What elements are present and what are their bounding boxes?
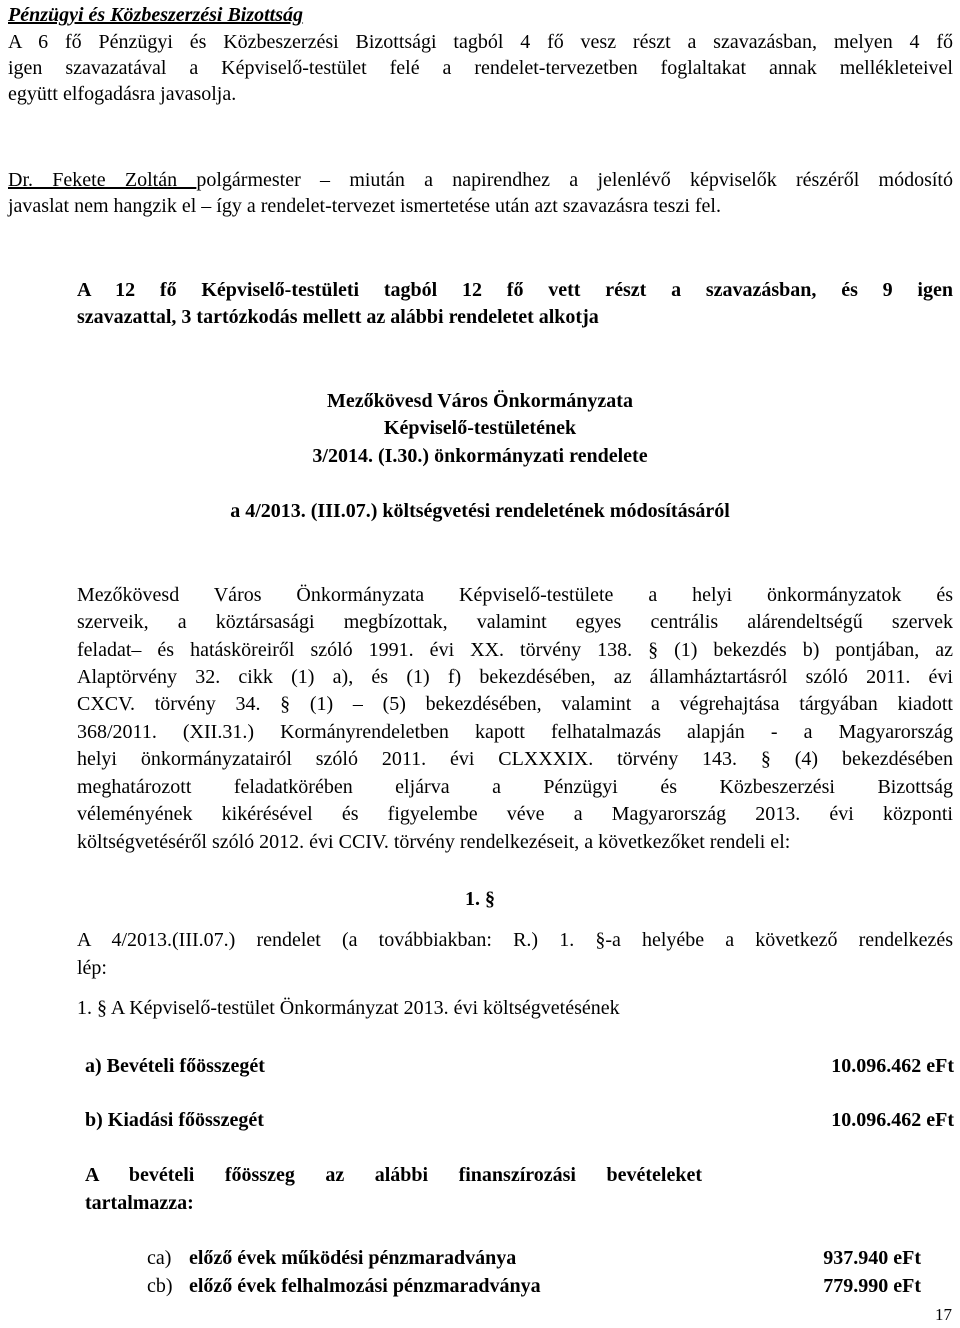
mayor-line-1 [8,170,953,190]
decree-title-1: Mezőkövesd Város Önkormányzata [327,390,633,412]
preamble-line-6: 368/2011. (XII.31.) Kormányrendeletben kapott felhatalmazás alapján - a Magyarország [77,721,953,743]
financing-line-1: A bevételi főösszeg az alábbi finanszírozási bevételeket [85,1164,702,1186]
preamble-line-7: helyi önkormányzatairól szóló 2011. évi CLXXXIX. törvény 143. § (4) bekezdésében [77,748,953,770]
preamble-line-2: szerveik, a köztársasági megbízottak, valamint egyes centrális alárendeltségű szervek [77,611,953,633]
preamble-line-10: költségvetéséről szóló 2012. évi CCIV. törvény rendelkezéseit, a következőket rendeli el: [77,831,791,853]
financing-line-2: tartalmazza: [85,1192,194,1214]
expense-label: b) Kiadási főösszegét [85,1109,264,1131]
committee-line-1: A 6 fő Pénzügyi és Közbeszerzési Bizottsági tagból 4 fő vesz részt a szavazásban, melyen 4 fő [8,31,953,53]
vote-line-2: szavazattal, 3 tartózkodás mellett az alábbi rendeletet alkotja [77,306,599,328]
section-heading: 1. § [465,888,495,910]
mayor-line-2: javaslat nem hangzik el – így a rendelet-tervezet ismertetése után azt szavazásra teszi fel. [8,195,721,217]
financing-item-1-prefix: ca) [147,1247,172,1269]
financing-item-2-prefix: cb) [147,1275,173,1297]
decree-subtitle: a 4/2013. (III.07.) költségvetési rendeletének módosításáról [230,500,730,522]
financing-item-2-label: előző évek felhalmozási pénzmaradványa [189,1275,541,1297]
revenue-value: 10.096.462 eFt [831,1055,954,1077]
page-number: 17 [935,1305,952,1324]
committee-title: Pénzügyi és Közbeszerzési Bizottság [8,4,304,26]
decree-title-3: 3/2014. (I.30.) önkormányzati rendelete [312,445,648,467]
preamble-line-4: Alaptörvény 32. cikk (1) a), és (1) f) bekezdésében, az államháztartásról szóló 2011. évi [77,666,953,688]
financing-item-1-value: 937.940 eFt [823,1247,921,1269]
mayor-line-1-text: polgármester – miután a napirendhez a jelenlévő képviselők részéről módosító [196,169,953,191]
section-line-1: A 4/2013.(III.07.) rendelet (a továbbiakban: R.) 1. §-a helyébe a következő rendelkezés [77,929,953,951]
preamble-line-8: meghatározott feladatkörében eljárva a Pénzügyi és Közbeszerzési Bizottság [77,776,953,798]
mayor-name: Dr. Fekete Zoltán [8,169,197,191]
expense-value: 10.096.462 eFt [831,1109,954,1131]
preamble-line-1: Mezőkövesd Város Önkormányzata Képviselő-testülete a helyi önkormányzatok és [77,584,953,606]
committee-line-3: együtt elfogadásra javasolja. [8,83,237,105]
revenue-label: a) Bevételi főösszegét [85,1055,265,1077]
section-line-2: lép: [77,957,107,979]
decree-title-2: Képviselő-testületének [383,417,577,439]
committee-line-2: igen szavazatával a Képviselő-testület felé a rendelet-tervezetben foglaltakat annak mellékleteivel [8,57,953,79]
section-line-3: 1. § A Képviselő-testület Önkormányzat 2013. évi költségvetésének [77,997,620,1019]
financing-item-1-label: előző évek működési pénzmaradványa [189,1247,517,1269]
preamble-line-9: véleményének kikérésével és figyelembe véve a Magyarország 2013. évi központi [77,803,953,825]
preamble-line-3: feladat– és hatásköreiről szóló 1991. évi XX. törvény 138. § (1) bekezdés b) pontjában, az [77,639,953,661]
preamble-line-5: CXCV. törvény 34. § (1) – (5) bekezdésében, valamint a végrehajtása tárgyában kiadott [77,693,953,715]
financing-item-2-value: 779.990 eFt [823,1275,921,1297]
vote-line-1: A 12 fő Képviselő-testületi tagból 12 fő vett részt a szavazásban, és 9 igen [77,279,953,301]
